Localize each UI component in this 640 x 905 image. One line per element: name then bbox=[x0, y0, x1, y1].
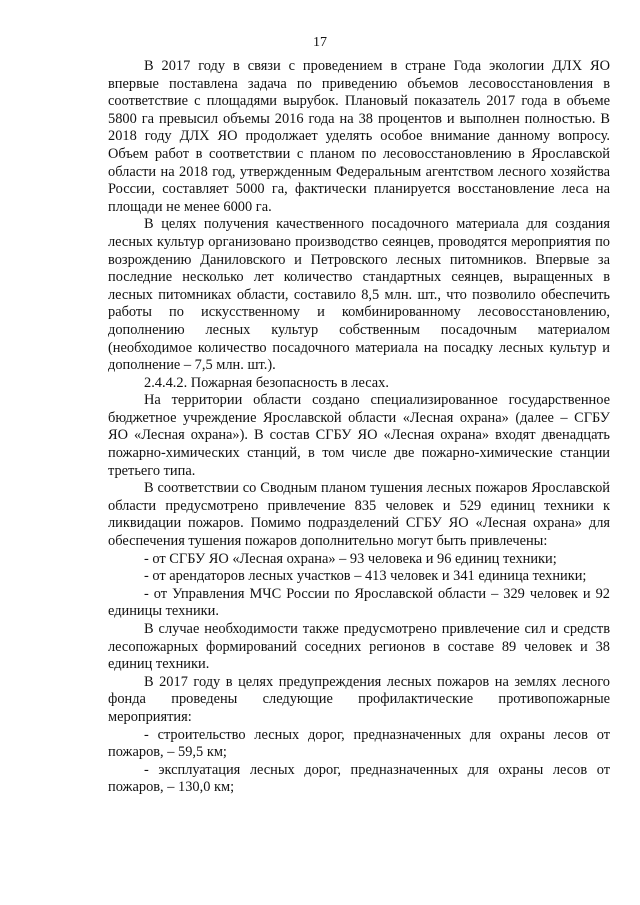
list-item-road-maintenance: - эксплуатация лесных дорог, предназначенных для охраны лесов от пожаров, – 130,0 км; bbox=[108, 761, 610, 796]
paragraph-neighbor-regions: В случае необходимости также предусмотрено привлечение сил и средств лесопожарных формирований соседних регионов в составе 89 человек и 38 единиц техники. bbox=[108, 621, 610, 673]
paragraph-reforestation-2017: В 2017 году в связи с проведением в стране Года экологии ДЛХ ЯО впервые поставлена задача по приведению объемов лесовосстановления в соответствие с площадями вырубок. Плановый показатель 2017 года в объеме 5800 га превысил объемы 2016 года на 38 процентов и выполнен полностью. В 2018 году ДЛХ ЯО продолжает уделять особое внимание данному вопросу. Объем работ в соответствии с планом по лесовосстановлению в Ярославской области на 2018 год, утвержденным Федеральным агентством лесного хозяйства России, составляет 5000 га, фактически планируется восстановление леса на площади не менее 6000 га. bbox=[108, 58, 610, 215]
page-number: 17 bbox=[313, 35, 327, 50]
paragraph-firefighting-plan: В соответствии со Сводным планом тушения лесных пожаров Ярославской области предусмотрено привлечение 835 человек и 529 единиц техники к ликвидации пожаров. Помимо подразделений СГБУ ЯО «Лесная охрана» для обеспечения тушения пожаров дополнительно могут быть привлечены: bbox=[108, 480, 610, 550]
list-item-tenants-resources: - от арендаторов лесных участков – 413 человек и 341 единица техники; bbox=[144, 568, 587, 585]
paragraph-forest-guard: На территории области создано специализированное государственное бюджетное учреждение Ярославской области «Лесная охрана» (далее – СГБУ ЯО «Лесная охрана»). В состав СГБУ ЯО «Лесная охрана» входят двенадцать пожарно-химических станций, в том числе две пожарно-химические станции третьего типа. bbox=[108, 392, 610, 479]
section-heading-fire-safety: 2.4.4.2. Пожарная безопасность в лесах. bbox=[144, 374, 389, 391]
list-item-emergency-ministry-resources: - от Управления МЧС России по Ярославской области – 329 человек и 92 единицы техники. bbox=[108, 585, 610, 620]
list-item-road-construction: - строительство лесных дорог, предназначенных для охраны лесов от пожаров, – 59,5 км; bbox=[108, 726, 610, 761]
document-body bbox=[108, 58, 610, 797]
list-item-forest-guard-resources: - от СГБУ ЯО «Лесная охрана» – 93 человека и 96 единиц техники; bbox=[144, 550, 557, 567]
paragraph-planting-material: В целях получения качественного посадочного материала для создания лесных культур организовано производство сеянцев, проводятся мероприятия по возрождению Даниловского и Петровского лесных питомников. Впервые за последние несколько лет количество стандартных сеянцев, выращенных в лесных питомниках области, составило 8,5 млн. шт., что позволило обеспечить работы по искусственному и комбинированному лесовосстановлению, дополнению лесных культур собственным посадочным материалом (необходимое количество посадочного материала на посадку лесных культур и дополнение – 7,5 млн. шт.). bbox=[108, 216, 610, 374]
paragraph-prevention-2017: В 2017 году в целях предупреждения лесных пожаров на землях лесного фонда проведены следующие профилактические противопожарные мероприятия: bbox=[108, 673, 610, 725]
